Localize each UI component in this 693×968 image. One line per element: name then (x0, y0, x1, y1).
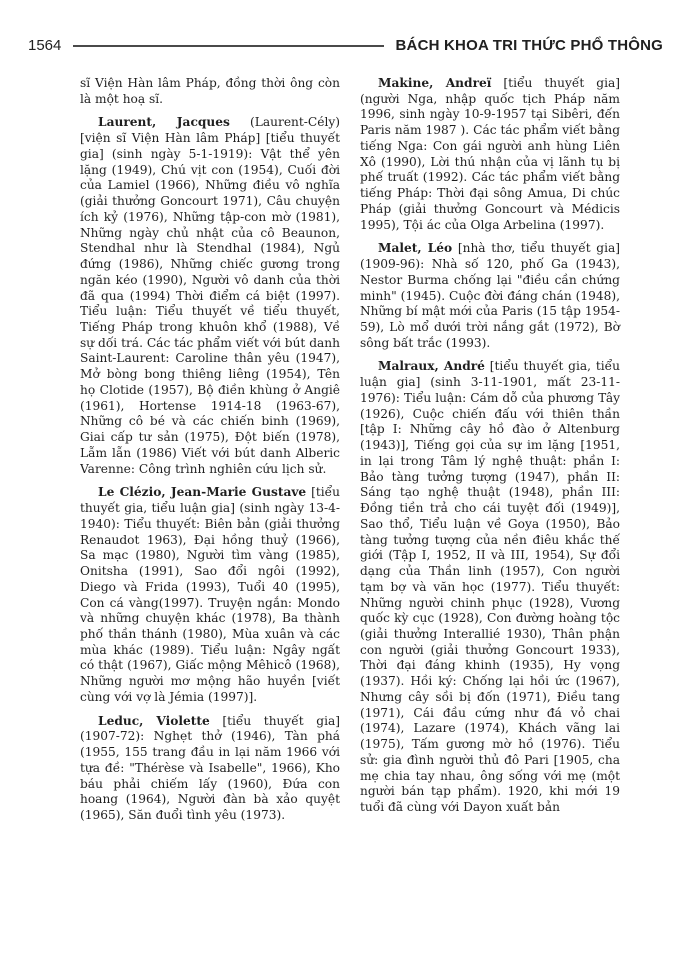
two-column-text (80, 76, 640, 936)
running-title: BÁCH KHOA TRI THỨC PHỔ THÔNG (395, 36, 663, 54)
entry-name: Makine, Andreï (378, 76, 492, 90)
entry-laurent-jacques (80, 115, 340, 477)
entry-text: [tiểu thuyết gia] (người Nga, nhập quốc tịch Pháp năm 1996, sinh ngày 10-9-1957 tại Sibêri, đến Paris năm 1987 ). Các tác phẩm viết bằng tiếng Nga: Con gái người anh hùng Liên Xô (1990), Lời thú nhận của vị lãnh tụ bị phế truất (1992). Các tác phẩm viết bằng tiếng Pháp: Thời đại sông Amua, Di chúc Pháp (giải thưởng Goncourt và Médicis 1995), Tội ác của Olga Arbelina (1997). (360, 76, 620, 232)
entry-malraux-andre (360, 359, 620, 815)
page-header (28, 30, 663, 60)
entry-text: [tiểu thuyết gia, tiểu luận gia] (sinh 3-11-1901, mất 23-11-1976): Tiểu luận: Cám dỗ của phương Tây (1926), Cuộc chiến đấu với thiên thần [tập I: Những cây hồ đào ở Altenburg (1943)], Tiếng gọi của sự im lặng [1951, in lại trong Tâm lý nghệ thuật: phần I: Bảo tàng tưởng tượng (1947), phần II: Sáng tạo nghệ thuật (1948), phần III: Đồng tiền trả cho cái tuyệt đối (1949)], Sao thổ, Tiểu luận về Goya (1950), Bảo tàng tưởng tượng của nền điêu khắc thế giới (Tập I, 1952, II và III, 1954), Sự đổi dạng của Thần linh (1957), Con người tạm bợ và văn học (1977). Tiểu thuyết: Những người chinh phục (1928), Vương quốc kỳ cục (1928), Con đường hoàng tộc (giải thưởng Interallié 1930), Thân phận con người (giải thưởng Goncourt 1933), Thời đại đáng khinh (1935), Hy vọng (1937). Hồi ký: Chống lại hồi ức (1967), Nhưng cây sồi bị đốn (1971), Điều tang (1971), Cái đầu cứng như đá vỏ chai (1974), Lazare (1974), Khách vãng lai (1975), Tấm gương mờ hồ (1976). Tiểu sử: gia đình người thủ đô Pari [1905, cha mẹ chia tay nhau, ông sống với mẹ (một người bán tạp phẩm). 1920, khi mới 19 tuổi đã cùng với Dayon xuất bản (360, 359, 620, 815)
right-column (360, 76, 620, 936)
left-column (80, 76, 340, 936)
entry-name: Malet, Léo (378, 241, 453, 256)
left-column-continuation (80, 76, 340, 107)
entry-name: Laurent, Jacques (98, 115, 230, 130)
entry-le-clezio (80, 485, 340, 705)
continuation-text: sĩ Viện Hàn lâm Pháp, đồng thời ông còn là một hoạ sĩ. (80, 76, 340, 106)
entry-text: [nhà thơ, tiểu thuyết gia] (1909-96): Nhà số 120, phố Ga (1943), Nestor Burma chống lại "điều cần chứng minh" (1945). Cuộc đời đáng chán (1948), Những bí mật mới của Paris (15 tập 1954-59), Lò mổ dưới trời nắng gắt (1972), Bờ sông bất trắc (1993). (360, 241, 620, 350)
entry-name: Malraux, André (378, 359, 485, 374)
header-rule (73, 45, 383, 47)
entry-malet-leo (360, 241, 620, 351)
entry-makine-andrei (360, 76, 620, 233)
entry-text: [tiểu thuyết gia, tiểu luận gia] (sinh ngày 13-4-1940): Tiểu thuyết: Biên bản (giải thưởng Renaudot 1963), Đại hồng thuỷ (1966), Sa mạc (1980), Người tìm vàng (1985), Onitsha (1991), Sao đổi ngôi (1992), Diego và Frida (1993), Tuổi 40 (1995), Con cá vàng(1997). Truyện ngắn: Mondo và những chuyện khác (1978), Ba thành phố thần thánh (1980), Mùa xuân và các mùa khác (1989). Tiểu luận: Ngây ngất có thật (1967), Giấc mộng Mêhicô (1968), Những người mơ mộng hão huyền [viết cùng với vợ là Jémia (1997)]. (80, 485, 340, 704)
entry-text: (Laurent-Cély) [viện sĩ Viện Hàn lâm Pháp] [tiểu thuyết gia] (sinh ngày 5-1-1919): Vật thể yên lặng (1949), Chú vịt con (1954), Cuối đời của Lamiel (1966), Những điều vô nghĩa (giải thưởng Goncourt 1971), Câu chuyện ích kỷ (1976), Những tập-con mờ (1981), Những ngày chủ nhật của cô Beaunon, Stendhal như là Stendhal (1984), Ngủ đứng (1986), Những chiếc gương trong ngăn kéo (1990), Người vô danh của thời đã qua (1994) Thời điểm cá biệt (1997). Tiểu luận: Tiểu thuyết về tiểu thuyết, Tiếng Pháp trong khuôn khổ (1988), Về sự dối trá. Các tác phẩm viết với bút danh Saint-Laurent: Caroline thân yêu (1947), Mở bòng bong thiêng liêng (1954), Tên họ Clotide (1957), Bộ điền khùng ở Angiê (1961), Hortense 1914-18 (1963-67), Những cô bé và các chiến binh (1969), Giai cấp tư sản (1975), Đột biến (1978), Lẫm lẫn (1986) Viết với bút danh Alberic Varenne: Công trình nghiên cứu lịch sử. (80, 115, 340, 476)
entry-name: Leduc, Violette (98, 713, 210, 728)
page-number: 1564 (28, 36, 62, 54)
entry-leduc-violette (80, 714, 340, 824)
entry-text: [tiểu thuyết gia] (1907-72): Nghẹt thở (1946), Tàn phá (1955, 155 trang đầu in lại năm 1966 với tựa đề: "Thérèse và Isabelle", 1966), Kho báu phải chiếm lấy (1960), Đứa con hoang (1964), Người đàn bà xảo quyệt (1965), Săn đuổi tình yêu (1973). (80, 713, 340, 823)
entry-name: Le Clézio, Jean-Marie Gustave (98, 485, 307, 500)
